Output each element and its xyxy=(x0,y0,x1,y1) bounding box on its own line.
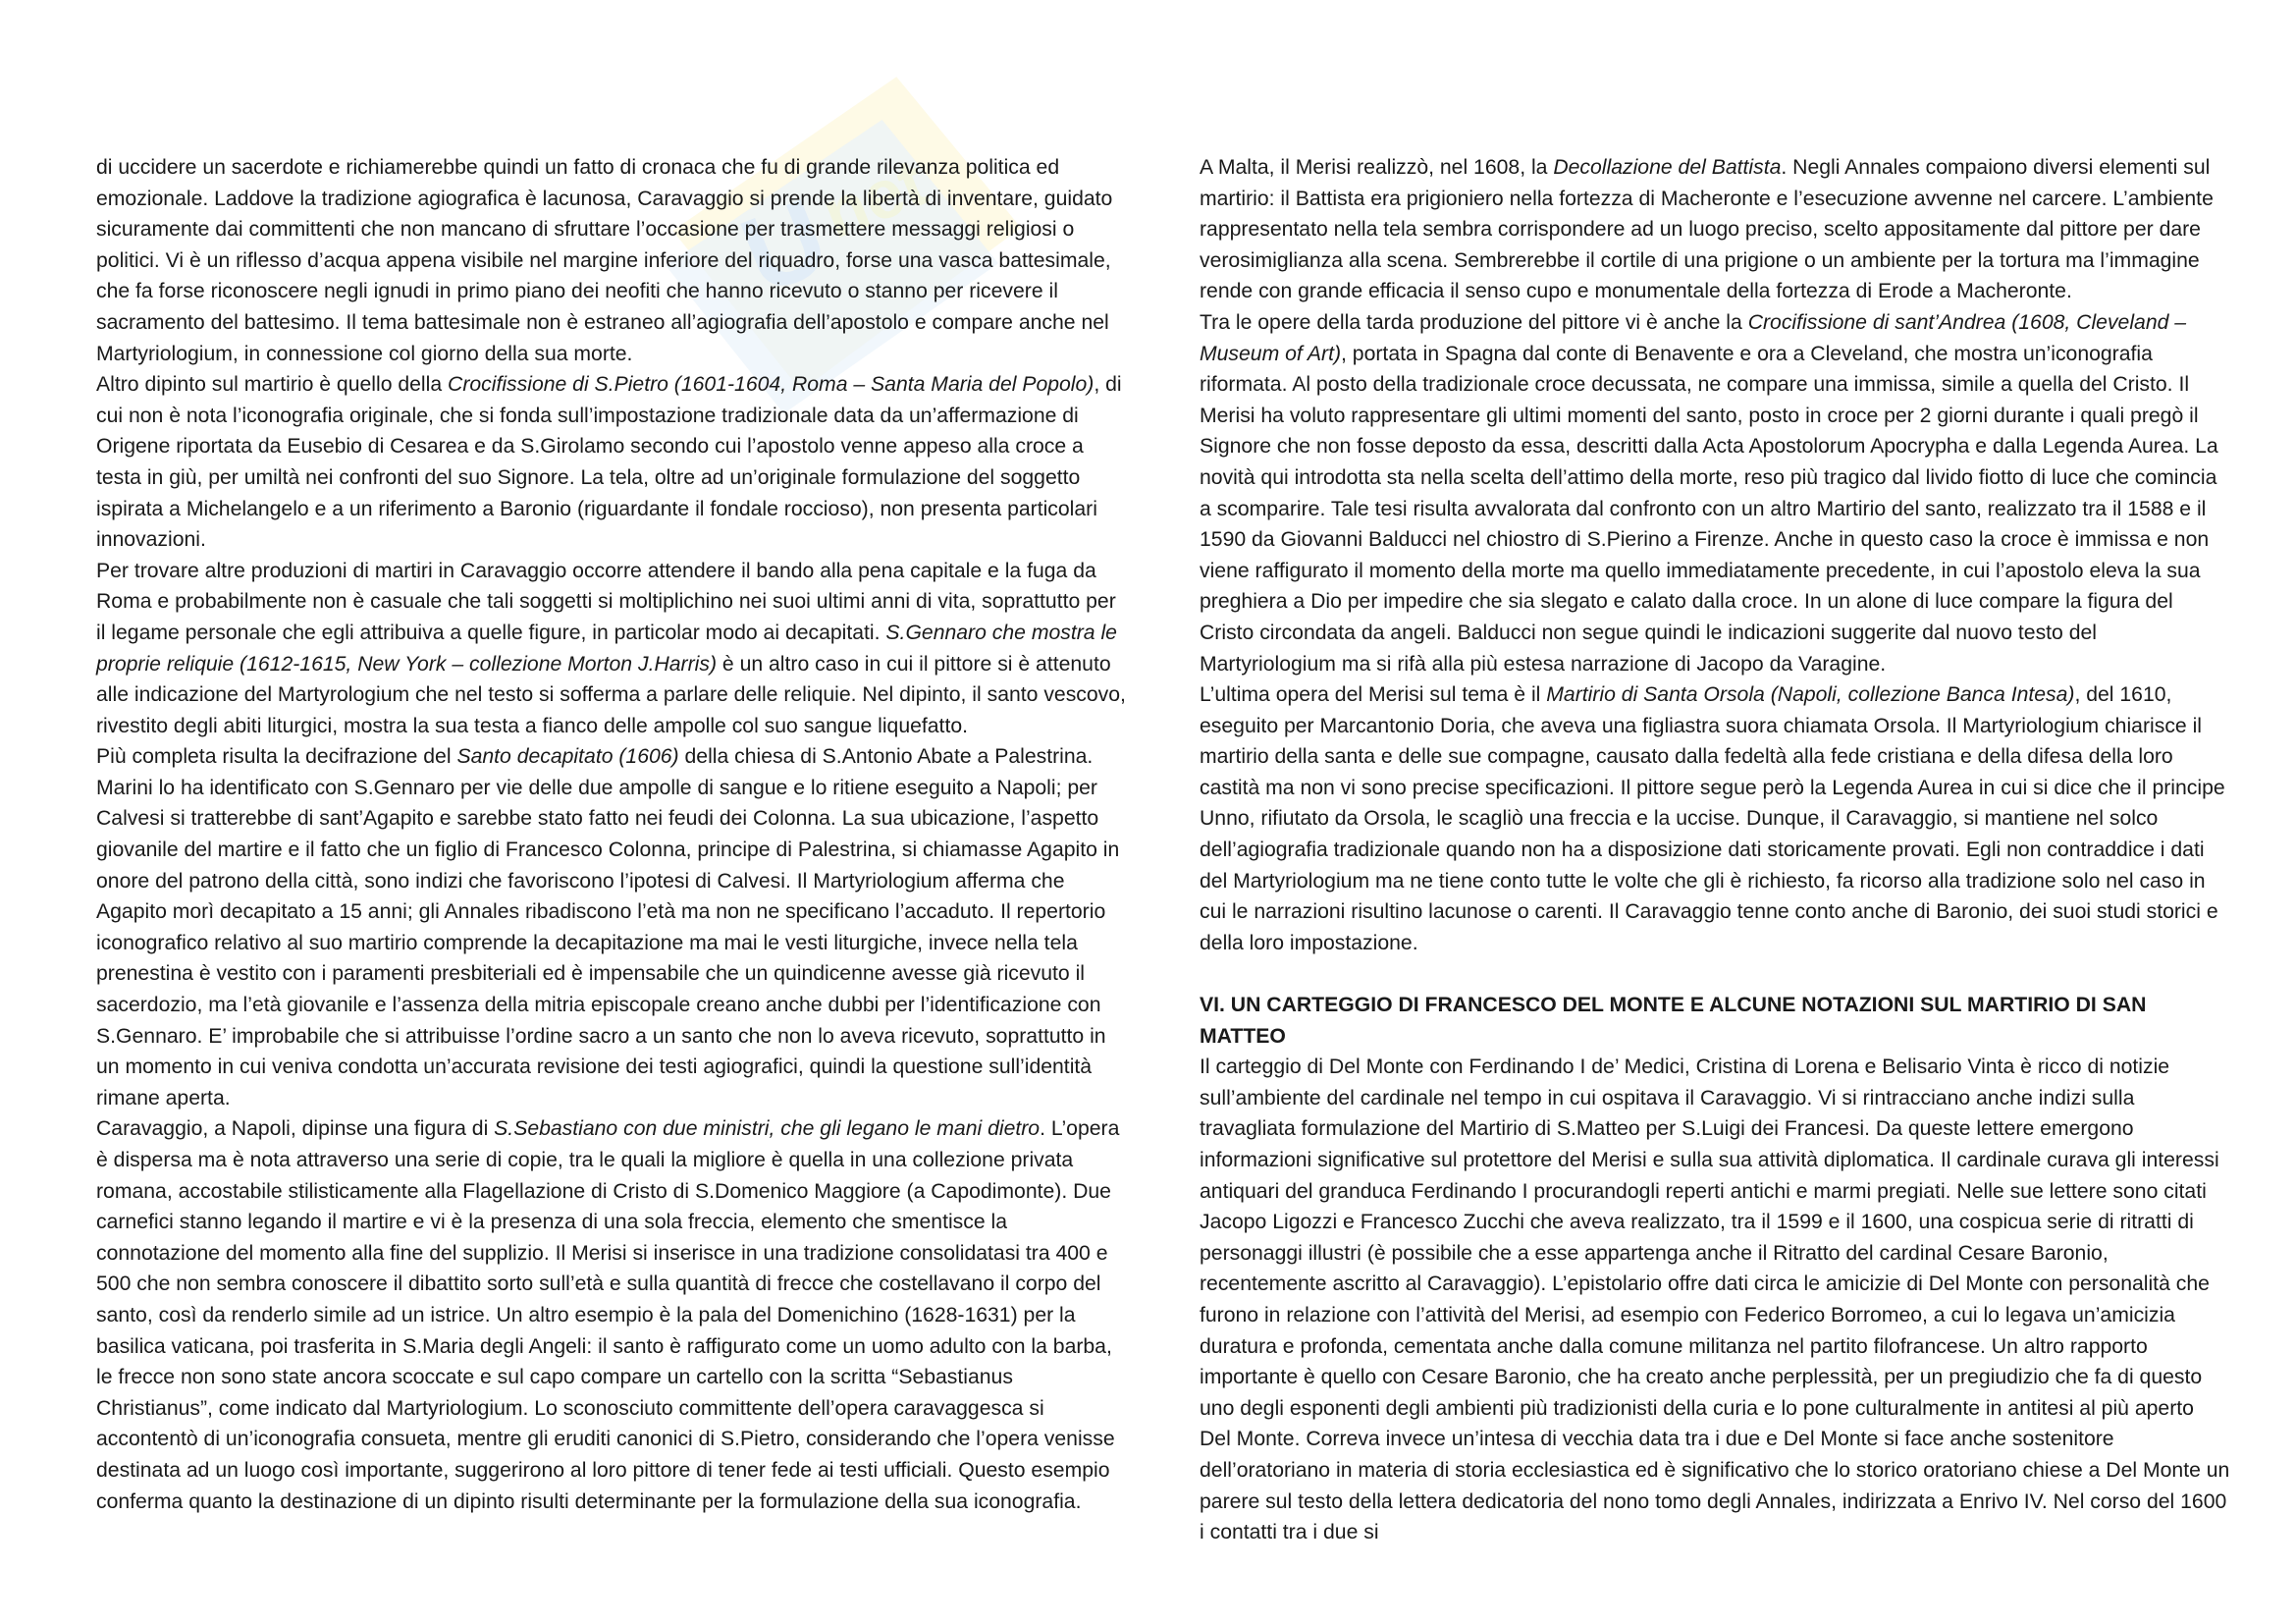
svg-text:U: U xyxy=(725,176,844,317)
section-heading: VI. UN CARTEGGIO DI FRANCESCO DEL MONTE E ALCUNE NOTAZIONI SUL MARTIRIO DI SAN MATTEO xyxy=(1200,994,2147,1048)
section-paragraph: Il carteggio di Del Monte con Ferdinando I de’ Medici, Cristina di Lorena e Belisario Vinta è ricco di notizie sull’ambiente del cardinale nel tempo in cui ospitava il Caravaggio. Vi si rintracciano anche indizi sulla travagliata formulazione del Martirio di S.Matteo per S.Luigi dei Francesi. Da queste lettere emergono informazioni significative sul protettore del Merisi e sulla sua attività diplomatica. Il cardinale curava gli interessi antiquari del granduca Ferdinando I procurandogli reperti antichi e marmi pregiati. Nelle sue lettere sono citati Jacopo Ligozzi e Francesco Zucchi che aveva realizzato, tra il 1599 e il 1600, una cospicua serie di ritratti di personaggi illustri (è possibile che a esse appartenga anche il Ritratto del cardinal Cesare Baronio, recentemente ascritto al Caravaggio). L’epistolario offre dati circa le amicizie di Del Monte con personalità che furono in relazione con l’attività del Merisi, ad esempio con Federico Borromeo, a cui lo legava un’amicizia duratura e profonda, cementata anche dalla comune militanza nel partito filofrancese. Un altro rapporto importante è quello con Cesare Baronio, che ha creato anche perplessità, per un pregiudizio che fa di questo uno degli esponenti degli ambienti più tradizionisti della curia e lo pone culturalmente in antitesi al più aperto Del Monte. Correva invece un’intesa di vecchia data tra i due e Del Monte si face anche sostenitore dell’oratoriano in materia di storia ecclesiastica ed è significativo che lo storico oratoriano chiese a Del Monte un parere sul testo della lettera dedicatoria del nono tomo degli Annales, indirizzata a Enrivo IV. Nel corso del 1600 i contatti tra i due si xyxy=(1200,1056,2230,1544)
artwork-title: Santo decapitato (1606) xyxy=(456,745,679,769)
artwork-title: S.Sebastiano con due ministri, che gli legano le mani dietro xyxy=(494,1117,1041,1141)
artwork-title: Crocifissione di sant’Andrea (1608, Cleveland – Museum of Art) xyxy=(1200,310,2187,365)
paragraph-2: Altro dipinto sul martirio è quello della Crocifissione di S.Pietro (1601-1604, Roma – Santa Maria del Popolo), di cui non è nota l’iconografia originale, che si fonda sull’impostazione tradizionale data da un’affermazione di Origene riportata da Eusebio di Cesarea e da S.Girolamo secondo cui l’apostolo venne appeso alla croce a testa in giù, per umiltà nei confronti del suo Signore. La tela, oltre ad un’originale formulazione del soggetto ispirata a Michelangelo e a un riferimento a Baronio (riguardante il fondale roccioso), non presenta particolari innovazioni. xyxy=(96,373,1122,552)
artwork-title: Martirio di Santa Orsola (Napoli, collezione Banca Intesa) xyxy=(1546,683,2075,707)
paragraph-4: Più completa risulta la decifrazione del Santo decapitato (1606) della chiesa di S.Antonio Abate a Palestrina. Marini lo ha identificato con S.Gennaro per vie delle due ampolle di sangue e lo ritiene eseguito a Napoli; per Calvesi si tratterebbe di sant’Agapito e sarebbe stato fatto nei feudi dei Colonna. La sua ubicazione, l’aspetto giovanile del martire e il fatto che un figlio di Francesco Colonna, principe di Palestrina, si chiamasse Agapito in onore del patrono della città, sono indizi che favoriscono l’ipotesi di Calvesi. Il Martyriologium afferma che Agapito morì decapitato a 15 anni; gli Annales ribadiscono l’età ma non ne specificano l’accaduto. Il repertorio iconografico relativo al suo martirio comprende la decapitazione ma mai le vesti liturgiche, invece nella tela prenestina è vestito con i paramenti presbiteriali ed è impensabile che un quindicenne avesse già ricevuto il sacerdozio, ma l’età giovanile e l’assenza della mitria episcopale creano anche dubbi per l’identificazione con S.Gennaro. E’ improbabile che si attribuisse l’ordine sacro a un santo che non lo aveva ricevuto, soprattutto in un momento in cui veniva condotta un’accurata revisione dei testi agiografici, quindi la questione sull’identità rimane aperta. xyxy=(96,745,1120,1110)
paragraph-7: Tra le opere della tarda produzione del pittore vi è anche la Crocifissione di sant’Andrea (1608, Cleveland – Museum of Art), portata in Spagna dal conte di Benavente e ora a Cleveland, che mostra un’iconografia riformata. Al posto della tradizionale croce decussata, ne compare una immissa, simile a quella del Cristo. Il Merisi ha voluto rappresentare gli ultimi momenti del santo, posto in croce per 2 giorni durante i quali pregò il Signore che non fosse deposto da essa, descritti dalla Acta Apostolorum Apocrypha e dalla Legenda Aurea. La novità qui introdotta sta nella scelta dell’attimo della morte, reso più tragico dal livido fiotto di luce che comincia a scomparire. Tale tesi risulta avvalorata dal confronto con un altro Martirio del santo, realizzato tra il 1588 e il 1590 da Giovanni Balducci nel chiostro di S.Pierino a Firenze. Anche in questo caso la croce è immissa e non viene raffigurato il momento della morte ma quello immediatamente precedente, in cui l’apostolo eleva la sua preghiera a Dio per impedire che sia slegato e calato dalla croce. In un alone di luce compare la figura del Cristo circondata da angeli. Balducci non segue quindi le indicazioni suggerite dal nuovo testo del Martyriologium ma si rifà alla più estesa narrazione di Jacopo da Varagine. xyxy=(1200,310,2218,676)
paragraph-1: di uccidere un sacerdote e richiamerebbe quindi un fatto di cronaca che fu di grande rilevanza politica ed emozionale. Laddove la tradizione agiografica è lacunosa, Caravaggio si prende la libertà di inventare, guidato sicuramente dai committenti che non mancano di sfruttare l’occasione per trasmettere messaggi religiosi o politici. Vi è un riflesso d’acqua appena visibile nel margine inferiore del riquadro, forse una vasca battesimale, che fa forse riconoscere negli ignudi in primo piano dei neofiti che hanno ricevuto o stanno per ricevere il sacramento del battesimo. Il tema battesimale non è estraneo all’agiografia dell’apostolo e compare anche nel Martyriologium, in connessione col giorno della sua morte. xyxy=(96,156,1113,365)
paragraph-6: A Malta, il Merisi realizzò, nel 1608, la Decollazione del Battista. Negli Annales compaiono diversi elementi sul martirio: il Battista era prigioniero nella fortezza di Macheronte e l’esecuzione avvenne nel carcere. L’ambiente rappresentato nella tela sembra corrispondere ad un luogo preciso, scelto appositamente dal pittore per dare verosimiglianza alla scena. Sembrerebbe il cortile di una prigione o un ambiente per la tortura ma l’immagine rende con grande efficacia il senso cupo e monumentale della fortezza di Erode a Macheronte. xyxy=(1200,156,2214,303)
right-column xyxy=(1200,152,2230,1548)
artwork-title: Crocifissione di S.Pietro (1601-1604, Roma – Santa Maria del Popolo) xyxy=(448,373,1095,397)
svg-text:net: net xyxy=(812,142,936,253)
paragraph-3: Per trovare altre produzioni di martiri in Caravaggio occorre attendere il bando alla pena capitale e la fuga da Roma e probabilmente non è casuale che tali soggetti si moltiplichino nei suoi ultimi anni di vita, soprattutto per il legame personale che egli attribuiva a quelle figure, in particolar modo ai decapitati. S.Gennaro che mostra le proprie reliquie (1612-1615, New York – collezione Morton J.Harris) è un altro caso in cui il pittore si è attenuto alle indicazione del Martyrologium che nel testo si sofferma a parlare delle reliquie. Nel dipinto, il santo vescovo, rivestito degli abiti liturgici, mostra la sua testa a fianco delle ampolle col suo sangue liquefatto. xyxy=(96,559,1126,737)
paragraph-8: L’ultima opera del Merisi sul tema è il Martirio di Santa Orsola (Napoli, collezione Banca Intesa), del 1610, eseguito per Marcantonio Doria, che aveva una figliastra suora chiamata Orsola. Il Martyriologium chiarisce il martirio della santa e delle sue compagne, causato dalla fedeltà alla fede cristiana e della difesa della loro castità ma non vi sono precise specificazioni. Il pittore segue però la Legenda Aurea in cui si dice che il principe Unno, rifiutato da Orsola, le scagliò una freccia e la uccise. Dunque, il Caravaggio, si mantiene nel solco dell’agiografia tradizionale quando non ha a disposizione dati storicamente provati. Egli non contraddice i dati del Martyriologium ma ne tiene conto tutte le volte che gli è richiesto, fa ricorso alla tradizione solo nel caso in cui le narrazioni risultino lacunose o carenti. Il Caravaggio tenne conto anche di Baronio, dei suoi studi storici e della loro impostazione. xyxy=(1200,683,2225,954)
artwork-title: S.Gennaro che mostra le proprie reliquie (1612-1615, New York – collezione Morton J.Harris) xyxy=(96,621,1117,676)
artwork-title: Decollazione del Battista xyxy=(1553,156,1782,179)
left-column xyxy=(96,152,1127,1517)
paragraph-5: Caravaggio, a Napoli, dipinse una figura di S.Sebastiano con due ministri, che gli legano le mani dietro. L’opera è dispersa ma è nota attraverso una serie di copie, tra le quali la migliore è quella in una collezione privata romana, accostabile stilisticamente alla Flagellazione di Cristo di S.Domenico Maggiore (a Capodimonte). Due carnefici stanno legando il martire e vi è la presenza di una sola freccia, elemento che smentisce la connotazione del momento alla fine del supplizio. Il Merisi si inserisce in una tradizione consolidatasi tra 400 e 500 che non sembra conoscere il dibattito sorto sull’età e sulla quantità di frecce che costellavano il corpo del santo, così da renderlo simile ad un istrice. Un altro esempio è la pala del Domenichino (1628-1631) per la basilica vaticana, poi trasferita in S.Maria degli Angeli: il santo è raffigurato come un uomo adulto con la barba, le frecce non sono state ancora scoccate e sul capo compare un cartello con la scritta “Sebastianus Christianus”, come indicato dal Martyriologium. Lo sconosciuto committente dell’opera caravaggesca si accontentò di un’iconografia consueta, mentre gli eruditi canonici di S.Pietro, considerando che l’opera venisse destinata ad un luogo così importante, suggerirono al loro pittore di tener fede ai testi ufficiali. Questo esempio conferma quanto la destinazione di un dipinto risulti determinante per la formulazione della sua iconografia. xyxy=(96,1117,1120,1513)
